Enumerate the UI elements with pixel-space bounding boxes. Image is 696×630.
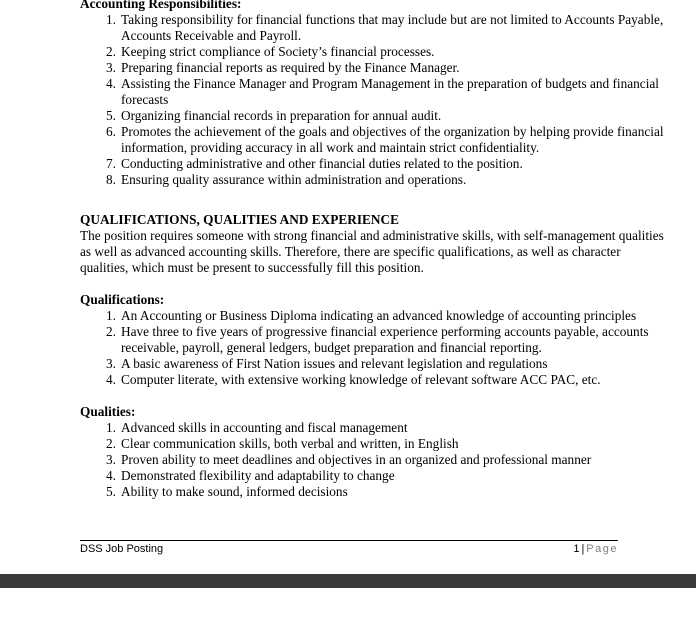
- list-item-text: Ensuring quality assurance within administration and operations.: [121, 172, 467, 187]
- list-item: [80, 156, 670, 172]
- list-number: 3.: [106, 60, 116, 75]
- list-number: 6.: [106, 124, 116, 139]
- list-item: [80, 76, 670, 108]
- list-number: 3.: [106, 452, 116, 467]
- list-item-text: Clear communication skills, both verbal and written, in English: [121, 436, 459, 451]
- list-item: [80, 124, 670, 156]
- list-number: 4.: [106, 468, 116, 483]
- list-number: 2.: [106, 44, 116, 59]
- section-body: The position requires someone with strong financial and administrative skills, with self-management qualities as well as advanced accounting skills. Therefore, there are specific qualifications, as well as character qualities, which must be present to successfully fill this position.: [80, 228, 664, 275]
- list-item: [80, 172, 670, 188]
- list-item-text: Taking responsibility for financial functions that may include but are not limited to Accounts Payable, Accounts Receivable and Payroll.: [121, 12, 664, 43]
- accounting-heading: Accounting Responsibilities:: [80, 0, 242, 11]
- list-number: 2.: [106, 436, 116, 451]
- list-number: 5.: [106, 108, 116, 123]
- list-item-text: An Accounting or Business Diploma indicating an advanced knowledge of accounting principles: [121, 308, 637, 323]
- page-separator: |: [581, 543, 585, 555]
- viewer-bottom-bar: [0, 574, 696, 588]
- footer-title: DSS Job Posting: [80, 543, 164, 555]
- list-item-text: Proven ability to meet deadlines and objectives in an organized and professional manner: [121, 452, 592, 467]
- list-item-text: Keeping strict compliance of Society’s financial processes.: [121, 44, 435, 59]
- below-area: [0, 588, 696, 630]
- qualifications-heading: Qualifications:: [80, 292, 165, 307]
- qualities-heading: Qualities:: [80, 404, 136, 419]
- list-item: [80, 420, 670, 436]
- list-item-text: Demonstrated flexibility and adaptability to change: [121, 468, 395, 483]
- list-item-text: A basic awareness of First Nation issues and relevant legislation and regulations: [121, 356, 548, 371]
- list-item: [80, 108, 670, 124]
- accounting-list: [80, 12, 670, 188]
- qualifications-list: [80, 308, 670, 388]
- list-number: 1.: [106, 12, 116, 27]
- list-number: 4.: [106, 76, 116, 91]
- list-item-text: Preparing financial reports as required by the Finance Manager.: [121, 60, 460, 75]
- list-item: [80, 452, 670, 468]
- list-item: [80, 436, 670, 452]
- list-item: [80, 60, 670, 76]
- list-item-text: Have three to five years of progressive financial experience performing accounts payable, accounts receivable, payroll, general ledgers, budget preparation and financial reporting.: [121, 324, 649, 355]
- list-item: [80, 12, 670, 44]
- list-number: 1.: [106, 308, 116, 323]
- page-footer: [80, 540, 618, 555]
- list-item-text: Organizing financial records in preparation for annual audit.: [121, 108, 442, 123]
- list-number: 8.: [106, 172, 116, 187]
- list-item-text: Ability to make sound, informed decisions: [121, 484, 348, 499]
- list-number: 7.: [106, 156, 116, 171]
- document-content: [80, 0, 670, 500]
- list-number: 1.: [106, 420, 116, 435]
- list-item-text: Promotes the achievement of the goals and objectives of the organization by helping provide financial information, providing accuracy in all work and maintain strict confidentiality.: [121, 124, 664, 155]
- list-number: 2.: [106, 324, 116, 339]
- list-item-text: Assisting the Finance Manager and Program Management in the preparation of budgets and financial forecasts: [121, 76, 659, 107]
- list-item-text: Advanced skills in accounting and fiscal management: [121, 420, 408, 435]
- list-item: [80, 44, 670, 60]
- page-word: Page: [586, 543, 618, 555]
- list-item: [80, 356, 670, 372]
- section-heading: QUALIFICATIONS, QUALITIES AND EXPERIENCE: [80, 212, 399, 227]
- qualities-list: [80, 420, 670, 500]
- list-number: 5.: [106, 484, 116, 499]
- page-indicator: [573, 543, 618, 555]
- list-item: [80, 484, 670, 500]
- list-number: 3.: [106, 356, 116, 371]
- list-item-text: Computer literate, with extensive working knowledge of relevant software ACC PAC, etc.: [121, 372, 601, 387]
- list-item: [80, 468, 670, 484]
- list-item: [80, 308, 670, 324]
- page-number: 1: [573, 543, 580, 555]
- list-item: [80, 372, 670, 388]
- list-item: [80, 324, 670, 356]
- list-item-text: Conducting administrative and other financial duties related to the position.: [121, 156, 523, 171]
- list-number: 4.: [106, 372, 116, 387]
